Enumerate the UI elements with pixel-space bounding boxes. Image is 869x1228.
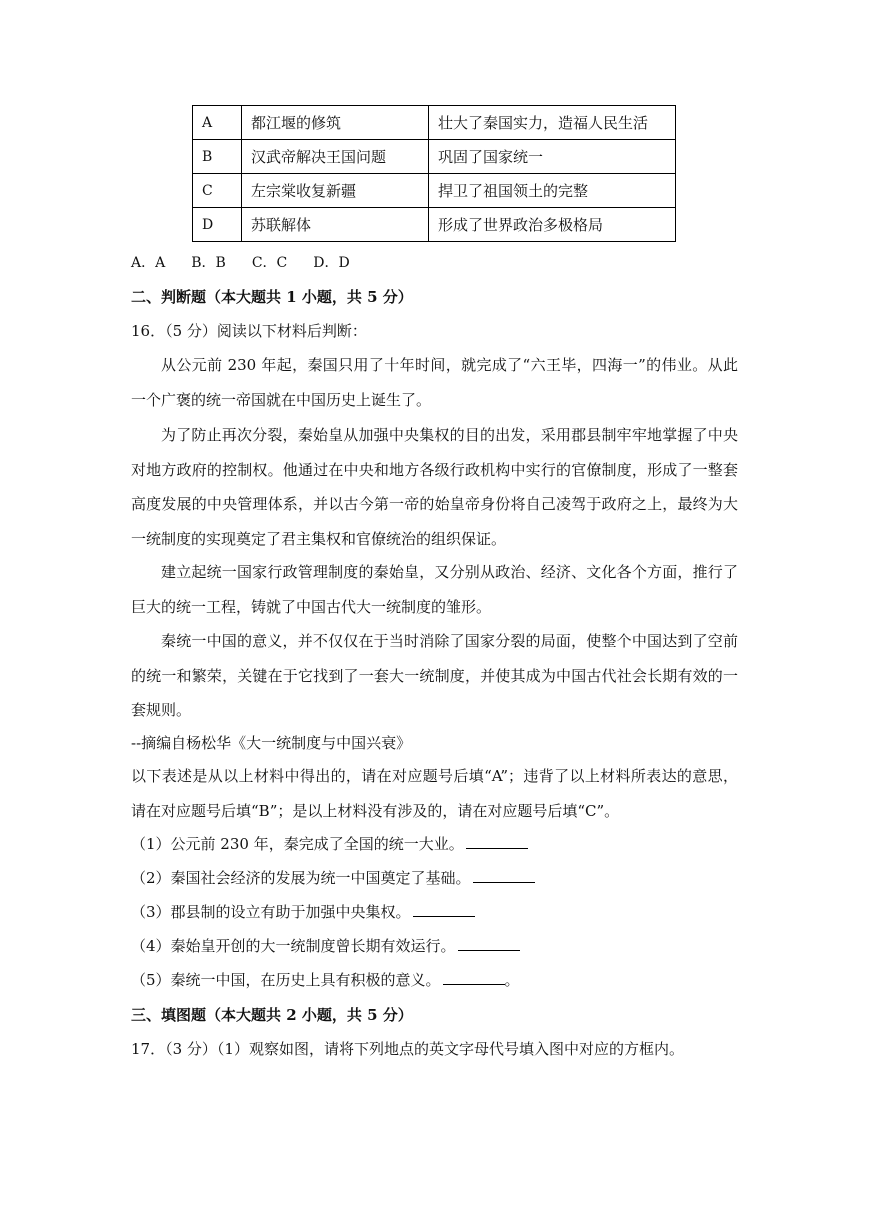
answer-blank[interactable] — [413, 902, 475, 917]
question-text: 17．（3 分）（1）观察如图，请将下列地点的英文字母代号填入图中对应的方框内。 — [131, 1040, 684, 1058]
paragraph-text: 从公元前 230 年起，秦国只用了十年时间，就完成了“六王毕，四海一”的伟业。从此一个广褒的统一帝国就在中国历史上诞生了。 — [131, 356, 738, 409]
item-text: （1）公元前 230 年，秦完成了全国的统一大业。 — [131, 835, 464, 853]
choice-d[interactable]: D．D — [313, 255, 350, 271]
paragraph-text: 建立起统一国家行政管理制度的秦始皇，又分别从政治、经济、文化各个方面，推行了巨大的统一工程，铸就了中国古代大一统制度的雏形。 — [131, 563, 738, 616]
option-letter: D — [193, 208, 242, 242]
judgement-item — [131, 868, 535, 888]
answer-blank[interactable] — [466, 834, 528, 849]
section-heading: 三、填图题（本大题共 2 小题，共 5 分） — [131, 1006, 413, 1024]
answer-blank[interactable] — [473, 868, 535, 883]
answer-blank[interactable] — [443, 970, 505, 985]
answer-blank[interactable] — [458, 936, 520, 951]
material-paragraph — [131, 555, 738, 624]
option-effect: 巩固了国家统一 — [429, 140, 676, 174]
material-paragraph — [131, 348, 738, 417]
judgement-item — [131, 936, 520, 956]
option-letter: C — [193, 174, 242, 208]
answer-choices — [131, 252, 376, 273]
choice-c[interactable]: C．C — [251, 255, 288, 271]
item-tail: 。 — [504, 971, 520, 989]
judgement-item — [131, 834, 528, 854]
table-row — [193, 106, 676, 140]
paragraph-text: 为了防止再次分裂，秦始皇从加强中央集权的目的出发，采用郡县制牢牢地掌握了中央对地方政府的控制权。他通过在中央和地方各级行政机构中实行的官僚制度，形成了一整套高度发展的中央管理体系，并以古今第一帝的始皇帝身份将自己凌驾于政府之上，最终为大一统制度的实现奠定了君主集权和官僚统治的组织保证。 — [131, 426, 738, 548]
option-event: 汉武帝解决王国问题 — [242, 140, 429, 174]
table-row — [193, 140, 676, 174]
option-effect: 壮大了秦国实力，造福人民生活 — [429, 106, 676, 140]
options-table — [192, 105, 676, 242]
option-effect: 形成了世界政治多极格局 — [429, 208, 676, 242]
question-intro: 16．（5 分）阅读以下材料后判断： — [131, 322, 367, 340]
paragraph-text: 秦统一中国的意义，并不仅仅在于当时消除了国家分裂的局面，使整个中国达到了空前的统一和繁荣，关键在于它找到了一套大一统制度，并使其成为中国古代社会长期有效的一套规则。 — [131, 632, 738, 719]
judgement-item — [131, 902, 475, 922]
material-paragraph — [131, 418, 738, 556]
table-row — [193, 208, 676, 242]
choice-b[interactable]: B．B — [191, 255, 226, 271]
option-letter: B — [193, 140, 242, 174]
choice-a[interactable]: A．A — [131, 255, 166, 271]
item-text: （3）郡县制的设立有助于加强中央集权。 — [131, 903, 411, 921]
option-event: 左宗棠收复新疆 — [242, 174, 429, 208]
table-row — [193, 174, 676, 208]
option-effect: 捍卫了祖国领土的完整 — [429, 174, 676, 208]
section-heading: 二、判断题（本大题共 1 小题，共 5 分） — [131, 288, 413, 306]
material-paragraph — [131, 624, 738, 728]
instruction-text — [131, 759, 738, 828]
option-event: 都江堰的修筑 — [242, 106, 429, 140]
source-citation: --摘编自杨松华《大一统制度与中国兴衰》 — [131, 734, 412, 752]
option-event: 苏联解体 — [242, 208, 429, 242]
instruction-body: 以下表述是从以上材料中得出的，请在对应题号后填“A”；违背了以上材料所表达的意思，请在对应题号后填“B”；是以上材料没有涉及的，请在对应题号后填“C”。 — [131, 767, 738, 820]
item-text: （5）秦统一中国，在历史上具有积极的意义。 — [131, 971, 441, 989]
item-text: （4）秦始皇开创的大一统制度曾长期有效运行。 — [131, 937, 456, 955]
item-text: （2）秦国社会经济的发展为统一中国奠定了基础。 — [131, 869, 471, 887]
judgement-item — [131, 970, 520, 990]
option-letter: A — [193, 106, 242, 140]
